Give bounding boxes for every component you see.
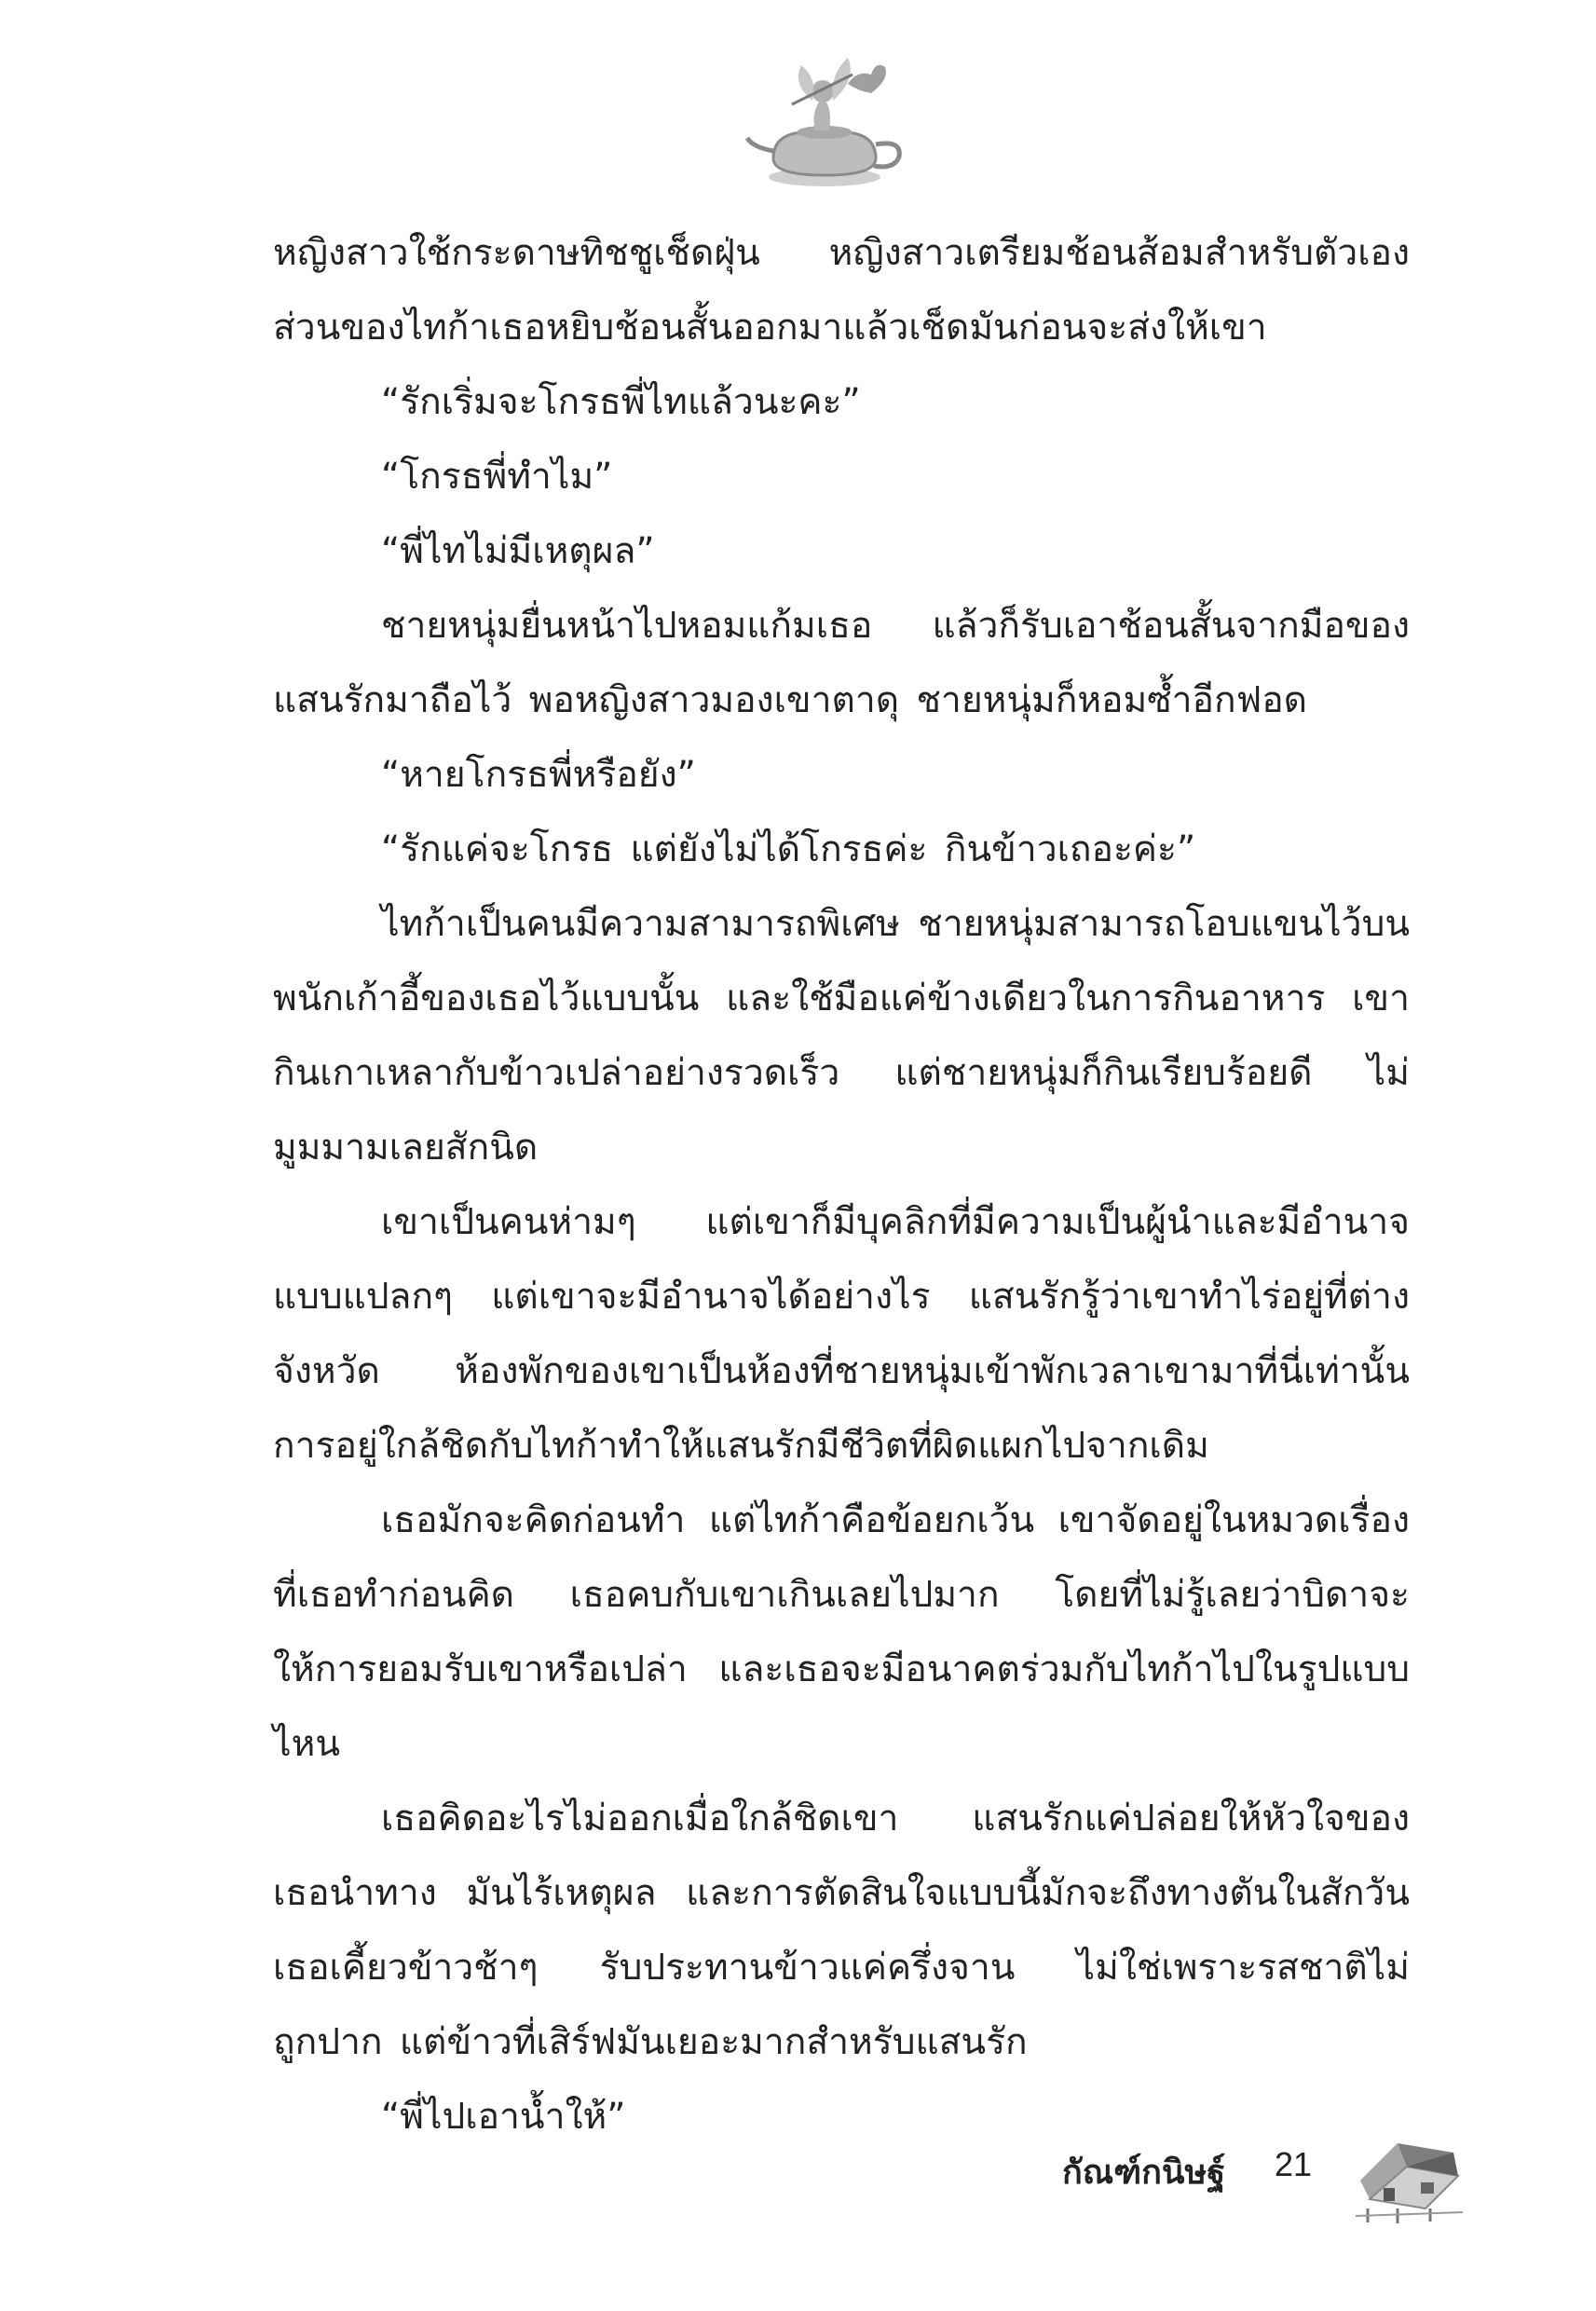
paragraph: เขาเป็นคนห่ามๆ แต่เขาก็มีบุคลิกที่มีความเป็นผู้นำและมีอำนาจ แบบแปลกๆ แต่เขาจะมีอำนาจได้อย่างไร แสนรักรู้ว่าเขาทำไร่อยู่ที่ต่างจังหวัด ห้องพักของเขาเป็นห้องที่ชายหนุ่มเข้าพักเวลาเขามาที่นี่เท่านั้น การอยู่ใกล้ชิดกับไทก้าทำให้แสนรักมีชีวิตที่ผิดแผกไปจากเดิม [273,1201,1410,1467]
paragraph: “รักแค่จะโกรธ แต่ยังไม่ได้โกรธค่ะ กินข้าวเถอะค่ะ” [381,828,1196,870]
page-footer [1062,2115,1472,2227]
cupid-teapot-icon [736,47,913,196]
paragraph: “พี่ไทไม่มีเหตุผล” [381,530,655,572]
story-text [273,216,1410,2154]
paragraph: เธอมักจะคิดก่อนทำ แต่ไทก้าคือข้อยกเว้น เขาจัดอยู่ในหมวดเรื่องที่เธอทำก่อนคิด เธอคบกับเขาเกินเลยไปมาก โดยที่ไม่รู้เลยว่าบิดาจะให้การยอมรับเขาหรือเปล่า และเธอจะมีอนาคตร่วมกับไทก้าไปในรูปแบบไหน [273,1499,1410,1765]
paragraph: “รักเริ่มจะโกรธพี่ไทแล้วนะคะ” [381,381,861,423]
paragraph: “พี่ไปเอาน้ำให้” [381,2096,626,2138]
paragraph: “หายโกรธพี่หรือยัง” [381,754,696,796]
book-title: กัณฑ์กนิษฐ์ [1062,2153,1226,2191]
paragraph: “โกรธพี่ทำไม” [381,456,613,498]
house-icon [1342,2115,1472,2227]
paragraph: หญิงสาวใช้กระดาษทิชชูเช็ดฝุ่น หญิงสาวเตรียมช้อนส้อมสำหรับตัวเอง ส่วนของไทก้าเธอหยิบช้อนสั้นออกมาแล้วเช็ดมันก่อนจะส่งให้เขา [273,232,1410,349]
paragraph: ชายหนุ่มยื่นหน้าไปหอมแก้มเธอ แล้วก็รับเอาช้อนสั้นจากมือของแสนรักมาถือไว้ พอหญิงสาวมองเขาตาดุ ชายหนุ่มก็หอมซ้ำอีกฟอด [273,605,1410,721]
page-number: 21 [1275,2145,1313,2183]
paragraph: เธอคิดอะไรไม่ออกเมื่อใกล้ชิดเขา แสนรักแค่ปล่อยให้หัวใจของเธอนำทาง มันไร้เหตุผล และการตัดสินใจแบบนี้มักจะถึงทางตันในสักวัน เธอเคี้ยวข้าวช้าๆ รับประทานข้าวแค่ครึ่งจาน ไม่ใช่เพราะรสชาติไม่ถูกปาก แต่ข้าวที่เสิร์ฟมันเยอะมากสำหรับแสนรัก [273,1798,1410,2063]
paragraph: ไทก้าเป็นคนมีความสามารถพิเศษ ชายหนุ่มสามารถโอบแขนไว้บนพนักเก้าอี้ของเธอไว้แบบนั้น และใช้มือแค่ข้างเดียวในการกินอาหาร เขากินเกาเหลากับข้าวเปล่าอย่างรวดเร็ว แต่ชายหนุ่มก็กินเรียบร้อยดี ไม่มูมมามเลยสักนิด [273,903,1410,1169]
